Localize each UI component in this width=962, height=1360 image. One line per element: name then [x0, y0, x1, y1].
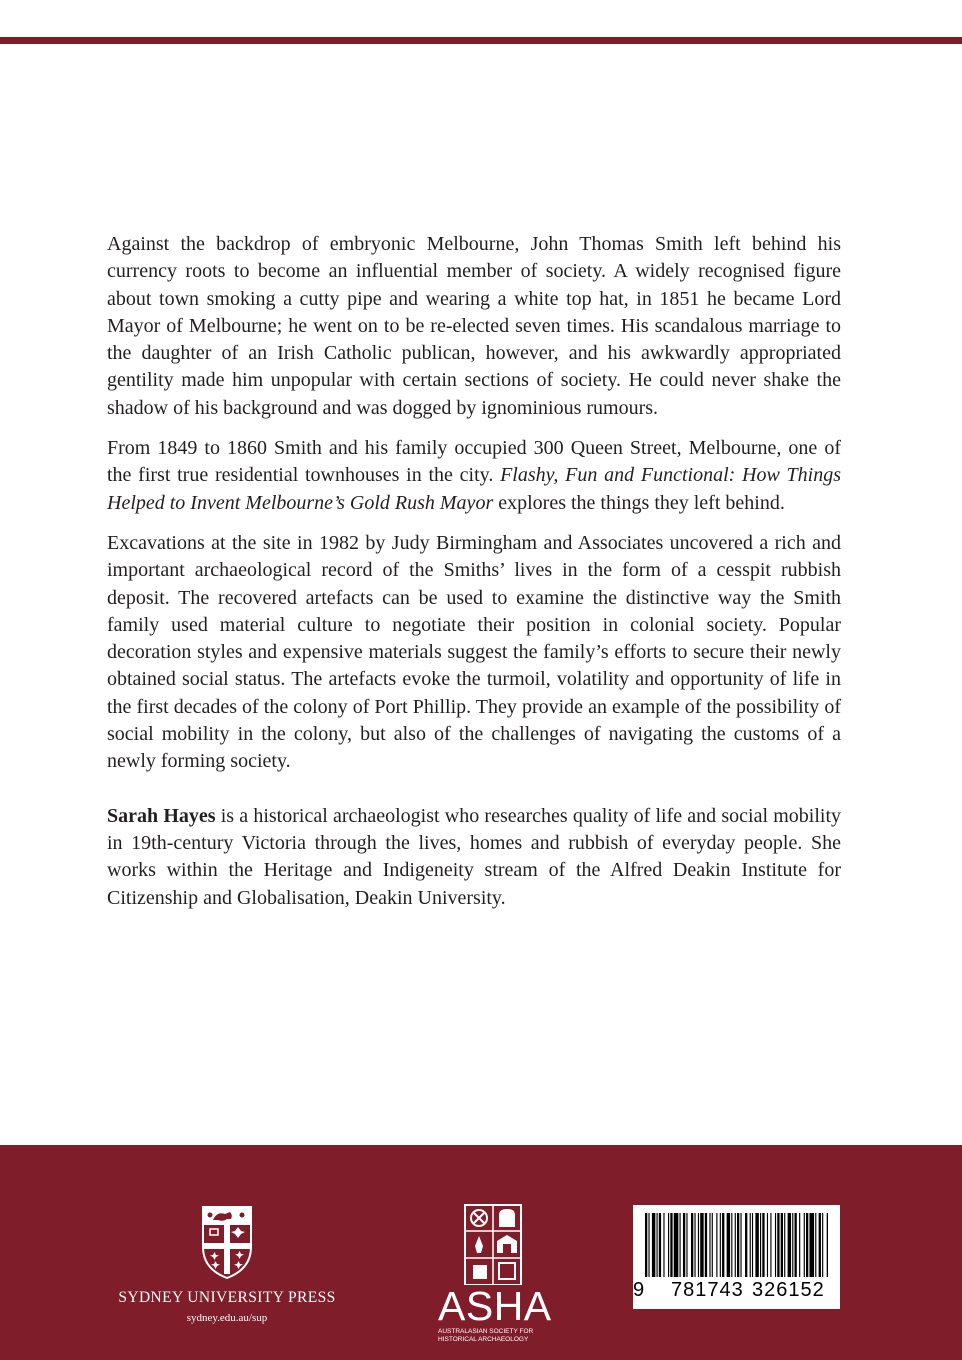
author-name: Sarah Hayes	[107, 804, 216, 827]
barcode-bar	[686, 1213, 687, 1277]
barcode-bar	[788, 1213, 791, 1277]
asha-full-name-line-2: HISTORICAL ARCHAEOLOGY	[438, 1335, 529, 1343]
barcode-bar	[694, 1213, 695, 1277]
publisher-logo	[107, 1203, 347, 1324]
barcode-bar	[745, 1213, 747, 1277]
barcode-bar	[700, 1213, 703, 1277]
barcode-bar	[722, 1213, 724, 1277]
top-rule	[0, 37, 962, 44]
isbn-digit-1: 9	[633, 1279, 645, 1301]
barcode-bar	[767, 1213, 768, 1277]
back-cover-blurb	[107, 231, 841, 925]
barcode-bar	[760, 1213, 761, 1277]
barcode-bar	[804, 1213, 805, 1277]
barcode-bar	[777, 1213, 779, 1277]
barcode-bar	[752, 1213, 753, 1277]
barcode-bars	[645, 1213, 828, 1277]
barcode-bar	[731, 1213, 732, 1277]
barcode-bar	[720, 1213, 721, 1277]
barcode-bar	[795, 1213, 797, 1277]
asha-full-name-line-1: AUSTRALASIAN SOCIETY FOR	[438, 1328, 534, 1335]
barcode-bar	[670, 1213, 672, 1277]
barcode-bar	[657, 1213, 658, 1277]
barcode-bar	[809, 1213, 814, 1277]
barcode-bar	[750, 1213, 751, 1277]
asha-acronym: ASHA	[438, 1283, 552, 1329]
blurb-paragraph-2	[107, 435, 841, 517]
barcode-bar	[712, 1213, 713, 1277]
barcode-bar	[784, 1213, 785, 1277]
barcode-bar	[827, 1213, 828, 1277]
barcode-bar	[716, 1213, 717, 1277]
footer-band	[0, 1145, 962, 1360]
book-title: Flashy, Fun and Functional: How Things Helped to Invent Melbourne’s Gold Rush Mayor	[107, 464, 842, 514]
barcode-bar	[698, 1213, 699, 1277]
barcode-bar	[727, 1213, 730, 1277]
barcode-bar	[663, 1213, 664, 1277]
barcode-bar	[709, 1213, 710, 1277]
barcode-bar	[674, 1213, 679, 1277]
author-bio	[107, 803, 841, 912]
barcode-bar	[705, 1213, 707, 1277]
barcode-bar	[819, 1213, 821, 1277]
barcode-bar	[775, 1213, 776, 1277]
asha-logo	[438, 1203, 552, 1343]
isbn-group-2: 781743	[671, 1279, 744, 1301]
publisher-name: SYDNEY UNIVERSITY PRESS	[118, 1289, 336, 1306]
barcode-bar	[755, 1213, 758, 1277]
barcode-bar	[683, 1213, 685, 1277]
asha-emblem-icon	[463, 1203, 523, 1285]
barcode-bar	[645, 1213, 647, 1277]
blurb-paragraph-3: Excavations at the site in 1982 by Judy Birmingham and Associates uncovered a rich and important archaeological record of the Smiths’ lives in the form of a cesspit rubbish deposit. The recovered artefacts can be used to examine the distinctive way the Smith family used material culture to negotiate their position in colonial society. Popular decoration styles and expensive materials suggest the family’s efforts to secure their newly obtained social status. The artefacts evoke the turmoil, volatility and opportunity of life in the first decades of the colony of Port Phillip. They provide an example of the possibility of social mobility in the colony, but also of the challenges of navigating the customs of a newly forming society.	[107, 531, 841, 773]
isbn-barcode	[633, 1205, 840, 1309]
barcode-bar	[799, 1213, 800, 1277]
barcode-bar	[792, 1213, 793, 1277]
barcode-bar	[762, 1213, 764, 1277]
barcode-bar	[648, 1213, 649, 1277]
barcode-bar	[680, 1213, 681, 1277]
university-crest-icon	[197, 1203, 257, 1281]
barcode-bar	[815, 1213, 816, 1277]
barcode-bar	[652, 1213, 655, 1277]
barcode-bar	[781, 1213, 783, 1277]
isbn-group-3: 326152	[752, 1279, 825, 1301]
publisher-url: sydney.edu.au/sup	[186, 1312, 268, 1324]
barcode-bar	[737, 1213, 739, 1277]
barcode-bar	[740, 1213, 741, 1277]
blurb-p2-end: explores the things they left behind.	[493, 491, 785, 514]
barcode-bar	[822, 1213, 823, 1277]
barcode-bar	[770, 1213, 771, 1277]
barcode-bar	[735, 1213, 736, 1277]
blurb-paragraph-1: Against the backdrop of embryonic Melbourne, John Thomas Smith left behind his currency roots to become an influential member of society. A widely recognised figure about town smoking a cutty pipe and wearing a white top hat, in 1851 he became Lord Mayor of Melbourne; he went on to be re-elected seven times. His scandalous marriage to the daughter of an Irish Catholic publican, however, and his awkwardly appropriated gentility made him unpopular with certain sections of society. He could never shake the shadow of his background and was dogged by ignominious rumours.	[107, 233, 841, 419]
author-bio-text: is a historical archaeologist who researches quality of life and social mobility in 19th-century Victoria through the lives, homes and rubbish of everyday people. She works within the Heritage and Indigeneity stream of the Alfred Deakin Institute for Citizenship and Globalisation, Deakin University.	[107, 804, 841, 909]
blurb-p2-text: From 1849 to 1860 Smith and his family occupied 300 Queen Street, Melbourne, one of the first true residential townhouses in the city.	[107, 437, 841, 487]
barcode-bar	[691, 1213, 693, 1277]
barcode-bar	[668, 1213, 669, 1277]
barcode-bar	[659, 1213, 661, 1277]
barcode-bar	[806, 1213, 808, 1277]
